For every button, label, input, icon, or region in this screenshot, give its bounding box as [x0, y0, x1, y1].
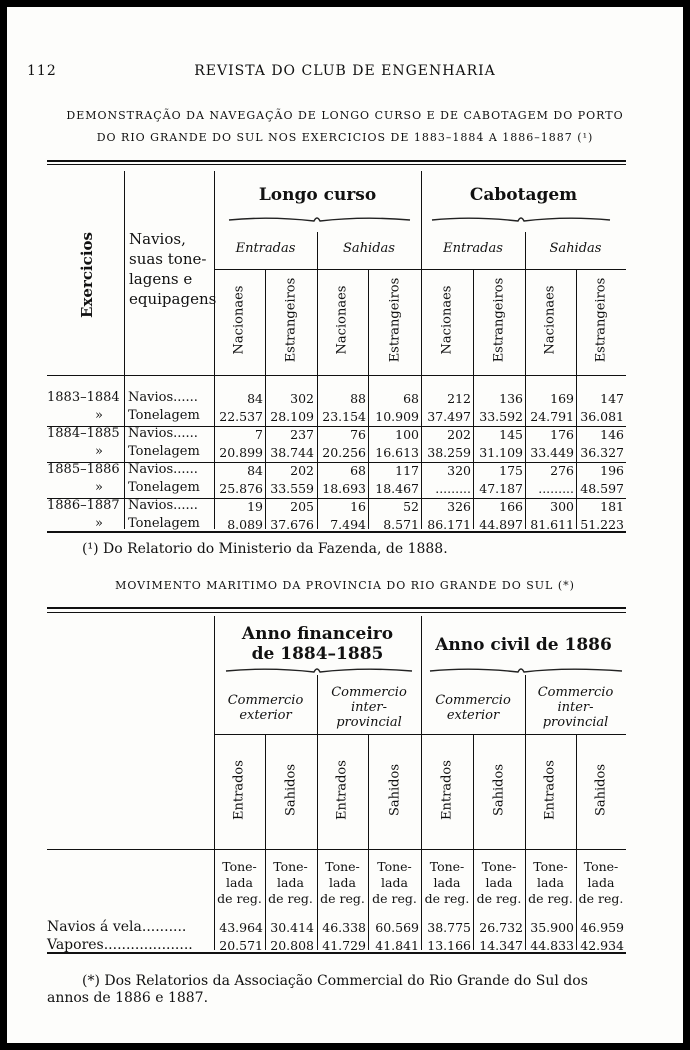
table1-cell: 51.223	[580, 517, 624, 532]
table1-cell: 24.791	[530, 409, 574, 424]
table1-cell: 16	[350, 499, 366, 514]
table1-cell: 10.909	[375, 409, 419, 424]
table1-cell: 147	[600, 391, 624, 406]
unit-header-line: Tone-	[481, 859, 517, 874]
sub-line: Commercio	[331, 685, 407, 700]
table1-cell: 276	[550, 463, 574, 478]
table1-cell: 38.259	[427, 445, 471, 460]
table1-cell: 22.537	[219, 409, 263, 424]
table2-cell: 20.808	[270, 938, 314, 953]
table1-cell: 100	[395, 427, 419, 442]
table1-cell: 117	[395, 463, 419, 478]
table1-cell: 175	[499, 463, 523, 478]
group-anno-financeiro-line1: Anno financeiro	[241, 624, 394, 644]
table1-cell: 136	[499, 391, 523, 406]
table2-cell: 42.934	[580, 938, 624, 953]
table1-cell: 212	[447, 391, 471, 406]
table1-cell: 36.327	[580, 445, 624, 460]
table1-cell: 38.744	[270, 445, 314, 460]
unit-header-line: de reg.	[476, 891, 522, 906]
sub-sahidas-cabotagem: Sahidas	[549, 241, 602, 256]
unit-header-line: lada	[587, 875, 615, 890]
table1-cell: 48.597	[580, 481, 624, 496]
sub-line: inter-	[350, 700, 388, 715]
col-estrangeiros: Estrangeiros	[387, 277, 403, 363]
table1-cell: 20.256	[322, 445, 366, 460]
table1-brace-lines	[214, 215, 626, 227]
table1-cell: 33.592	[479, 409, 523, 424]
row-label: Navios......	[128, 426, 198, 441]
unit-header-line: lada	[226, 875, 253, 890]
unit-header-line: Tone-	[273, 859, 308, 874]
table2-cell: 41.729	[322, 938, 366, 953]
unit-header	[265, 859, 316, 907]
sub-sahidas-longo: Sahidas	[343, 241, 395, 256]
col-sahidos: Sahidos	[283, 763, 299, 817]
table2-vline	[265, 734, 266, 950]
row-label: Navios......	[128, 498, 198, 513]
sub-line: inter-	[557, 700, 594, 715]
journal-title: REVISTA DO CLUB DE ENGENHARIA	[194, 63, 496, 79]
group-anno-civil: Anno civil de 1886	[435, 635, 612, 655]
table1-cell: 16.613	[375, 445, 419, 460]
table1-cell: 145	[499, 427, 523, 442]
col-estrangeiros: Estrangeiros	[491, 277, 507, 363]
unit-header	[368, 859, 421, 907]
unit-header-line: lada	[485, 875, 513, 890]
table1-cell: 52	[403, 499, 419, 514]
table1-cell: 166	[499, 499, 523, 514]
table1-cell: 302	[290, 391, 314, 406]
table1-cell: 146	[600, 427, 624, 442]
table1-cell: 44.897	[479, 517, 523, 532]
table2-cell: 13.166	[427, 938, 471, 953]
table1-cell: 8.089	[227, 517, 263, 532]
row-exercicio: 1883–1884	[47, 390, 120, 405]
table1-footnote: (¹) Do Relatorio do Ministerio da Fazenda, de 1888.	[82, 541, 448, 557]
table2-vline	[368, 734, 369, 950]
table1-cell: 7	[255, 427, 263, 442]
sub-commercio-exterior	[214, 693, 317, 723]
table1-cell: 300	[550, 499, 574, 514]
col-sahidos: Sahidos	[593, 763, 609, 817]
table1-cell: 31.109	[479, 445, 523, 460]
col-entrados: Entrados	[439, 760, 455, 820]
unit-header-line: lada	[433, 875, 461, 890]
table1-sub-rule	[214, 269, 626, 270]
col-sahidos: Sahidos	[387, 763, 403, 817]
table1-cell: 68	[403, 391, 419, 406]
sub-entradas-longo: Entradas	[235, 241, 296, 256]
table1-cell: 37.497	[427, 409, 471, 424]
table1-vline	[124, 171, 125, 529]
table2-vline	[473, 734, 474, 950]
unit-header	[214, 859, 265, 907]
table1-cell: .........	[435, 481, 471, 496]
unit-header-line: lada	[537, 875, 564, 890]
table1-cell: 205	[290, 499, 314, 514]
row-label: Tonelagem	[128, 444, 200, 459]
table2-cell: 46.338	[322, 920, 366, 935]
row-exercicio: »	[95, 516, 103, 531]
table1-cell: 33.449	[530, 445, 574, 460]
row-exercicio: 1884–1885	[47, 426, 120, 441]
sub-entradas-cabotagem: Entradas	[443, 241, 503, 256]
col-nacionaes: Nacionaes	[231, 285, 247, 355]
table2-cell: 60.569	[375, 920, 419, 935]
col-nacionaes: Nacionaes	[439, 285, 455, 355]
table1-cell: 202	[290, 463, 314, 478]
sub-line: Commercio	[435, 693, 511, 708]
table1-col-exercicios: Exercicios	[78, 232, 96, 318]
table2-cell: 38.775	[427, 920, 471, 935]
navios-line: equipagens	[129, 290, 217, 308]
unit-header-line: Tone-	[325, 859, 360, 874]
page-number: 112	[27, 63, 57, 79]
table1-cell: 19	[247, 499, 263, 514]
table1-caption-line1: DEMONSTRAÇÃO DA NAVEGAÇÃO DE LONGO CURSO E DE CABOTAGEM DO PORTO	[66, 109, 624, 122]
table1-cell: 320	[447, 463, 471, 478]
sub-line: exterior	[446, 708, 500, 723]
sub-commercio-interprovincial	[525, 685, 626, 730]
table2-cell: 26.732	[479, 920, 523, 935]
row-exercicio: »	[95, 408, 103, 423]
row-exercicio: 1886–1887	[47, 498, 120, 513]
unit-header-line: de reg.	[268, 891, 313, 906]
unit-header-line: Tone-	[583, 859, 619, 874]
row-exercicio: »	[95, 444, 103, 459]
col-entrados: Entrados	[231, 760, 247, 820]
table1-cell: 18.467	[375, 481, 419, 496]
table1-cell: 18.693	[322, 481, 366, 496]
navios-line: Navios,	[129, 230, 186, 248]
table2-top-rule-thin	[47, 612, 626, 613]
table2-cell: 41.841	[375, 938, 419, 953]
row-label: Tonelagem	[128, 480, 200, 495]
table1-cell: 37.676	[270, 517, 314, 532]
table1-cell: 25.876	[219, 481, 263, 496]
unit-header-line: de reg.	[578, 891, 624, 906]
table1-col-navios	[129, 229, 216, 309]
navios-line: lagens e	[129, 270, 193, 288]
table1-cell: .........	[538, 481, 574, 496]
table1-cell: 20.899	[219, 445, 263, 460]
table1-cell: 76	[350, 427, 366, 442]
sub-line: provincial	[336, 715, 402, 730]
group-anno-financeiro	[214, 624, 421, 664]
table2-caption: MOVIMENTO MARITIMO DA PROVINCIA DO RIO GRANDE DO SUL (*)	[115, 579, 575, 592]
table2-sub-rule	[214, 734, 626, 735]
unit-header-line: Tone-	[429, 859, 465, 874]
col-entrados: Entrados	[334, 760, 350, 820]
footnote-line2: annos de 1886 e 1887.	[47, 990, 209, 1006]
unit-header-line: Tone-	[377, 859, 412, 874]
table2-cell: 46.959	[580, 920, 624, 935]
unit-header	[525, 859, 576, 907]
table1-cell: 88	[350, 391, 366, 406]
unit-header	[317, 859, 368, 907]
table1-cell: 196	[600, 463, 624, 478]
group-anno-financeiro-line2: de 1884–1885	[251, 644, 384, 664]
table1-cell: 36.081	[580, 409, 624, 424]
row-exercicio: 1885–1886	[47, 462, 120, 477]
table1-cell: 33.559	[270, 481, 314, 496]
col-nacionaes: Nacionaes	[542, 285, 558, 355]
table1-cell: 86.171	[427, 517, 471, 532]
page	[7, 7, 683, 1043]
table1-cell: 81.611	[530, 517, 574, 532]
group-longo-curso: Longo curso	[258, 185, 377, 205]
table1-top-rule	[47, 160, 626, 162]
table2-cell: 30.414	[270, 920, 314, 935]
row-label: Navios......	[128, 462, 198, 477]
sub-commercio-interprovincial	[317, 685, 421, 730]
row-label: Vapores....................	[47, 937, 193, 953]
footnote-line1: (*) Dos Relatorios da Associação Commercial do Rio Grande do Sul dos	[82, 973, 588, 989]
table2-cell: 35.900	[530, 920, 574, 935]
table2-bottom-rule	[47, 952, 626, 954]
row-label: Tonelagem	[128, 516, 200, 531]
table1-header-rule	[47, 375, 626, 376]
unit-header-line: lada	[277, 875, 304, 890]
sub-commercio-exterior	[421, 693, 525, 723]
row-label: Navios á vela..........	[47, 919, 187, 935]
table1-cell: 181	[600, 499, 624, 514]
table2-header-rule	[47, 849, 626, 850]
row-label: Navios......	[128, 390, 198, 405]
table1-cell: 23.154	[322, 409, 366, 424]
table1-cell: 326	[447, 499, 471, 514]
table1-cell: 7.494	[330, 517, 366, 532]
unit-header-line: Tone-	[533, 859, 568, 874]
col-estrangeiros: Estrangeiros	[593, 277, 609, 363]
unit-header	[421, 859, 473, 907]
sub-line: Commercio	[537, 685, 614, 700]
sub-line: exterior	[239, 708, 292, 723]
col-estrangeiros: Estrangeiros	[283, 277, 299, 363]
table1-cell: 176	[550, 427, 574, 442]
table1-cell: 169	[550, 391, 574, 406]
sub-line: Commercio	[227, 693, 304, 708]
unit-header-line: Tone-	[222, 859, 257, 874]
row-label: Tonelagem	[128, 408, 200, 423]
table1-cell: 84	[247, 391, 263, 406]
col-entrados: Entrados	[542, 760, 558, 820]
table2-cell: 14.347	[479, 938, 523, 953]
unit-header	[473, 859, 525, 907]
group-cabotagem: Cabotagem	[469, 185, 578, 205]
unit-header-line: de reg.	[528, 891, 573, 906]
unit-header-line: lada	[381, 875, 408, 890]
table2-cell: 20.571	[219, 938, 263, 953]
unit-header-line: de reg.	[372, 891, 417, 906]
table1-cell: 47.187	[479, 481, 523, 496]
table1-caption-line2: DO RIO GRANDE DO SUL NOS EXERCICIOS DE 1883–1884 A 1886–1887 (¹)	[96, 131, 594, 144]
table2-footnote	[47, 973, 588, 1007]
navios-line: suas tone-	[129, 250, 207, 268]
sub-line: provincial	[542, 715, 609, 730]
table2-vline	[576, 734, 577, 950]
table1-top-rule-thin	[47, 164, 626, 165]
table1-cell: 237	[290, 427, 314, 442]
unit-header-line: de reg.	[217, 891, 262, 906]
table1-bottom-rule	[47, 531, 626, 533]
unit-header-line: lada	[329, 875, 356, 890]
unit-header	[576, 859, 626, 907]
row-exercicio: »	[95, 480, 103, 495]
col-sahidos: Sahidos	[491, 763, 507, 817]
table1-cell: 84	[247, 463, 263, 478]
col-nacionaes: Nacionaes	[334, 285, 350, 355]
table1-cell: 202	[447, 427, 471, 442]
unit-header-line: de reg.	[320, 891, 365, 906]
table1-cell: 28.109	[270, 409, 314, 424]
table2-cell: 43.964	[219, 920, 263, 935]
unit-header-line: de reg.	[424, 891, 470, 906]
table2-brace-lines	[214, 666, 626, 678]
table2-cell: 44.833	[530, 938, 574, 953]
table1-cell: 8.571	[383, 517, 419, 532]
table2-top-rule	[47, 607, 626, 609]
table1-cell: 68	[350, 463, 366, 478]
